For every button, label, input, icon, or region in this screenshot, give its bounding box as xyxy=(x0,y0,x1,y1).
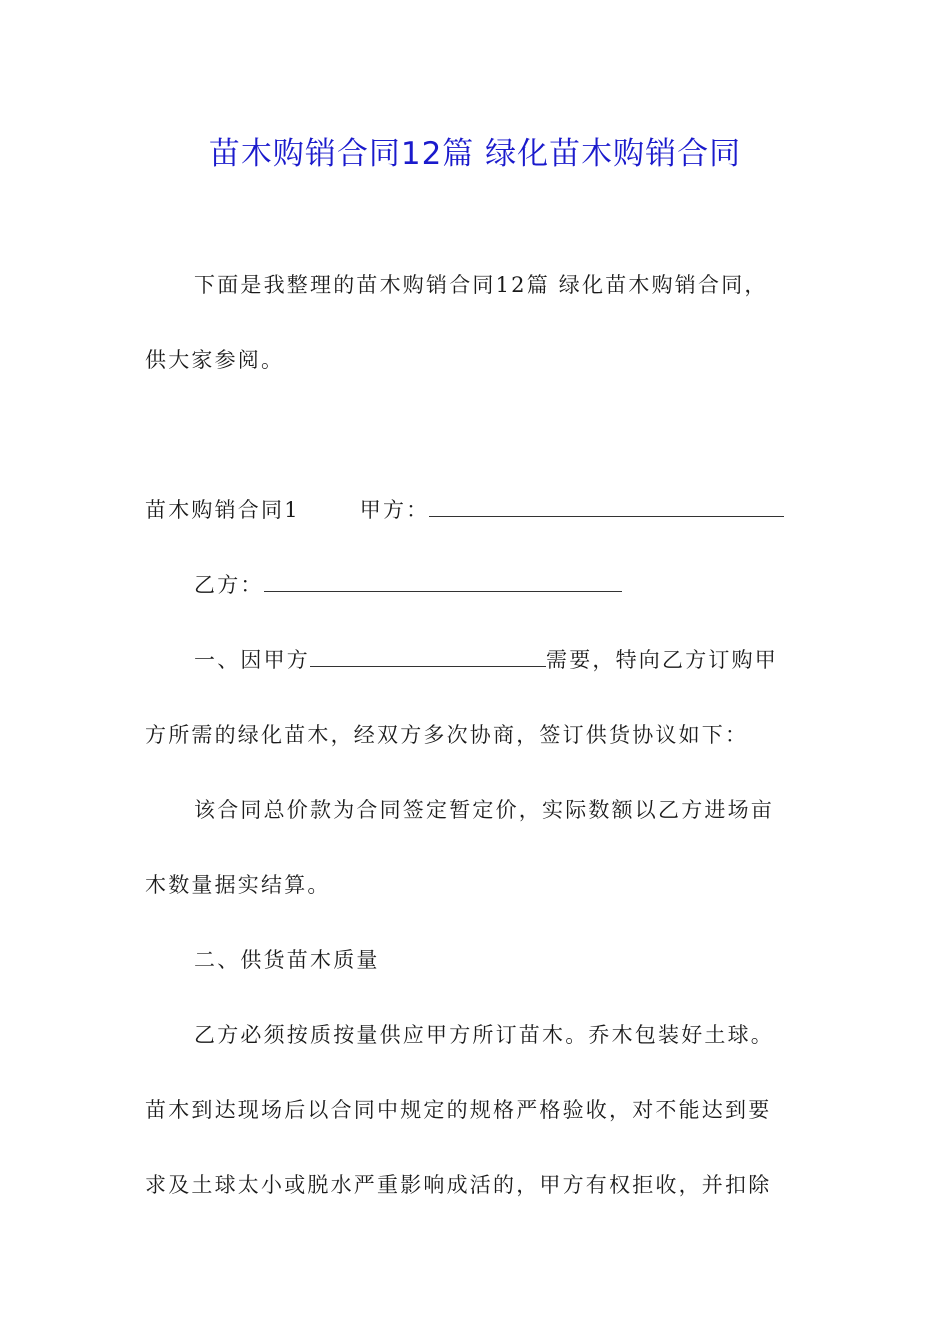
clause-2-line-1: 乙方必须按质按量供应甲方所订苗木。乔木包装好土球。 xyxy=(194,1023,774,1047)
clause-1-prefix: 一、因甲方 xyxy=(194,648,310,672)
clause-2-heading: 二、供货苗木质量 xyxy=(194,948,380,972)
clause-2-line-2: 苗木到达现场后以合同中规定的规格严格验收，对不能达到要 xyxy=(145,1098,772,1122)
party-a-label: 甲方： xyxy=(359,498,430,522)
purpose-blank[interactable] xyxy=(310,646,546,667)
party-b-blank[interactable] xyxy=(264,571,622,592)
party-a-blank[interactable] xyxy=(429,496,784,517)
contract-heading-row xyxy=(145,495,810,525)
clause-1-line-1 xyxy=(194,645,810,675)
intro-line-2: 供大家参阅。 xyxy=(145,348,285,372)
clause-1-suffix: 需要，特向乙方订购甲 xyxy=(546,648,778,672)
clause-2-line-3: 求及土球太小或脱水严重影响成活的，甲方有权拒收，并扣除 xyxy=(145,1173,772,1197)
party-b-label: 乙方： xyxy=(194,573,264,597)
price-line-2: 木数量据实结算。 xyxy=(145,873,331,897)
document-title: 苗木购销合同12篇 绿化苗木购销合同 xyxy=(208,136,742,172)
intro-line-1: 下面是我整理的苗木购销合同12篇 绿化苗木购销合同， xyxy=(194,273,768,297)
price-line-1: 该合同总价款为合同签定暂定价，实际数额以乙方进场亩 xyxy=(194,798,774,822)
clause-1-line-2: 方所需的绿化苗木，经双方多次协商，签订供货协议如下： xyxy=(145,723,749,747)
contract-heading: 苗木购销合同1 xyxy=(145,498,300,522)
party-b-row xyxy=(194,570,810,600)
